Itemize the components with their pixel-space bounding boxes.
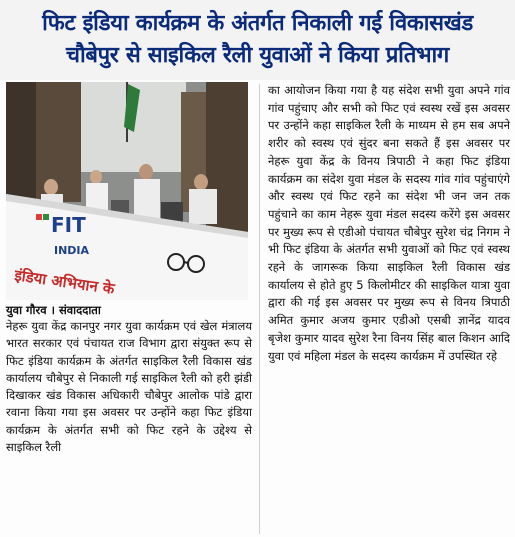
news-photo <box>6 82 248 300</box>
article-column-left <box>6 318 252 456</box>
column-divider <box>259 84 260 534</box>
headline-line-1: फिट इंडिया कार्यक्रम के अंतर्गत निकाली गई विकासखंड <box>42 11 473 36</box>
banner-india-text: INDIA <box>54 244 90 257</box>
headline <box>0 0 515 80</box>
headline-line-2: चौबेपुर से साइकिल रैली युवाओं ने किया प्रतिभाग <box>65 43 450 68</box>
article-paragraph-right: का आयोजन किया गया है यह संदेश सभी युवा अपने गांव गांव पहुंचाए और सभी को फिट एवं स्वस्थ रखें इस अवसर पर उन्होंने कहा साइकिल रैली के माध्यम से हम सब अपने शरीर को स्वस्थ एवं सुंदर बना सकते हैं इस अवसर पर नेहरू युवा केंद्र के विनय त्रिपाठी ने कहा फिट इंडिया कार्यक्रम का संदेश युवा मंडल के सदस्य गांव गांव पहुंचाएंगे और स्वस्थ एवं फिट रहने का संदेश भी जन जन तक पहुंचाने का काम नेहरू युवा मंडल सदस्य करेंगे इस अवसर पर मुख्य रूप से एडीओ पंचायत चौबेपुर सुरेश चंद्र निगम ने भी फिट इंडिया के अंतर्गत सभी युवाओं को फिट एवं स्वस्थ रहने के जागरूक किया साइकिल रैली विकास खंड कार्यालय से होते हुए 5 किलोमीटर की साइकिल यात्रा युवा द्वारा की गई इस अवसर पर मुख्य रूप से विनय त्रिपाठी अमित कुमार अजय कुमार एडीओ एसबी ज्ञानेंद्र यादव बृजेश कुमार यादव सुरेश रैना विनय सिंह बाल किशन आदि युवा एवं महिला मंडल के सदस्य कार्यक्रम में उपस्थित रहे <box>268 83 510 363</box>
banner-fit-text: FIT <box>51 213 86 237</box>
byline: युवा गौरव । संवाददाता <box>6 303 101 317</box>
article-column-right <box>268 82 510 365</box>
rally-photo-illustration <box>6 82 248 300</box>
article-paragraph-left: नेहरू युवा केंद्र कानपुर नगर युवा कार्यक्रम एवं खेल मंत्रालय भारत सरकार एवं पंचायत राज विभाग द्वारा संयुक्त रूप से फिट इंडिया कार्यक्रम के अंतर्गत साइकिल रैली विकास खंड कार्यालय चौबेपुर से निकाली गई साइकिल रैली को हरी झंडी दिखाकर खंड विकास अधिकारी चौबेपुर आलोक पांडे द्वारा रवाना किया गया इस अवसर पर उन्होंने कहा फिट इंडिया कार्यक्रम के अंतर्गत सभी को फिट रहने के उद्देश्य से साइकिल रैली <box>6 319 252 455</box>
banner-hindi-text: इंडिया अभियान के <box>13 266 116 298</box>
